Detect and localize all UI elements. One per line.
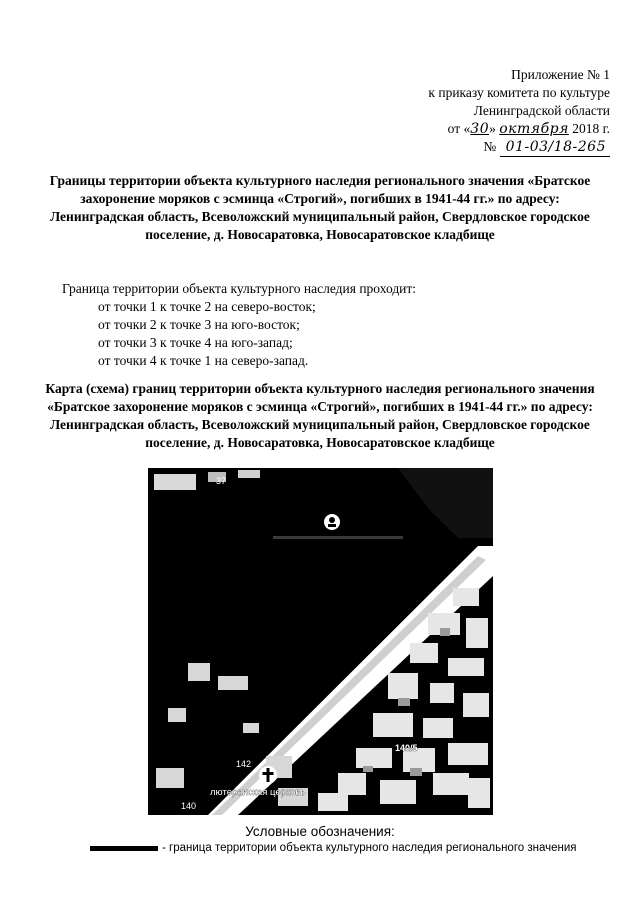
date-day: 30 — [470, 121, 490, 137]
appendix-line-3: Ленинградской области — [473, 103, 610, 118]
date-month: октября — [499, 121, 569, 137]
boundary-line-symbol — [90, 846, 158, 851]
legend-item-text: - граница территории объекта культурного наследия регионального значения — [162, 842, 577, 854]
legend-title: Условные обозначения: — [245, 824, 395, 839]
appendix-line-1: Приложение № 1 — [511, 67, 610, 82]
boundary-point: от точки 1 к точке 2 на северо-восток; — [98, 299, 316, 314]
date-mid: » — [489, 121, 496, 136]
poi-label-placeholder — [273, 536, 403, 539]
label-house-140: 140 — [181, 801, 197, 811]
map-drawing — [148, 468, 493, 815]
poi-marker-icon — [324, 514, 340, 530]
boundary-point: от точки 4 к точке 1 на северо-запад. — [98, 353, 309, 368]
appendix-number — [428, 138, 610, 157]
appendix-date — [428, 120, 610, 138]
building — [238, 470, 260, 478]
boundary-description — [62, 280, 416, 370]
number-value: 01-03/18-265 — [500, 138, 610, 157]
number-prefix: № — [483, 139, 497, 154]
label-house-top: 37 — [216, 476, 227, 486]
church-cross-icon — [259, 766, 277, 784]
date-prefix: от « — [447, 121, 471, 136]
appendix-header — [428, 66, 610, 157]
boundary-point: от точки 3 к точке 4 на юго-запад; — [98, 335, 293, 350]
legend-item — [90, 842, 577, 854]
map-title: Карта (схема) границ территории объекта культурного наследия регионального значения «Братское захоронение моряков с эсминца «Строгий», погибших в 1941-44 гг.» по адресу: Ленинградская область, Всеволожский муниципальный район, Свердловское городское поселение, д. Новосаратовка, Новосаратовское кладбище — [45, 381, 595, 450]
label-church: лютеранская церковь — [210, 787, 306, 798]
building — [154, 474, 196, 490]
document-title: Границы территории объекта культурного наследия регионального значения «Братское захоронение моряков с эсминца «Строгий», погибших в 1941-44 гг.» по адресу: Ленинградская область, Всеволожский муниципальный район, Свердловское городское поселение, д. Новосаратовка, Новосаратовское кладбище — [49, 173, 591, 242]
appendix-line-2: к приказу комитета по культуре — [428, 85, 610, 100]
boundary-intro: Граница территории объекта культурного наследия проходит: — [62, 281, 417, 296]
label-house-140-5: 140/5 — [395, 743, 418, 753]
label-house-142: 142 — [236, 759, 252, 769]
satellite-map — [148, 468, 493, 815]
date-year: 2018 г. — [572, 121, 610, 136]
boundary-point: от точки 2 к точке 3 на юго-восток; — [98, 317, 300, 332]
